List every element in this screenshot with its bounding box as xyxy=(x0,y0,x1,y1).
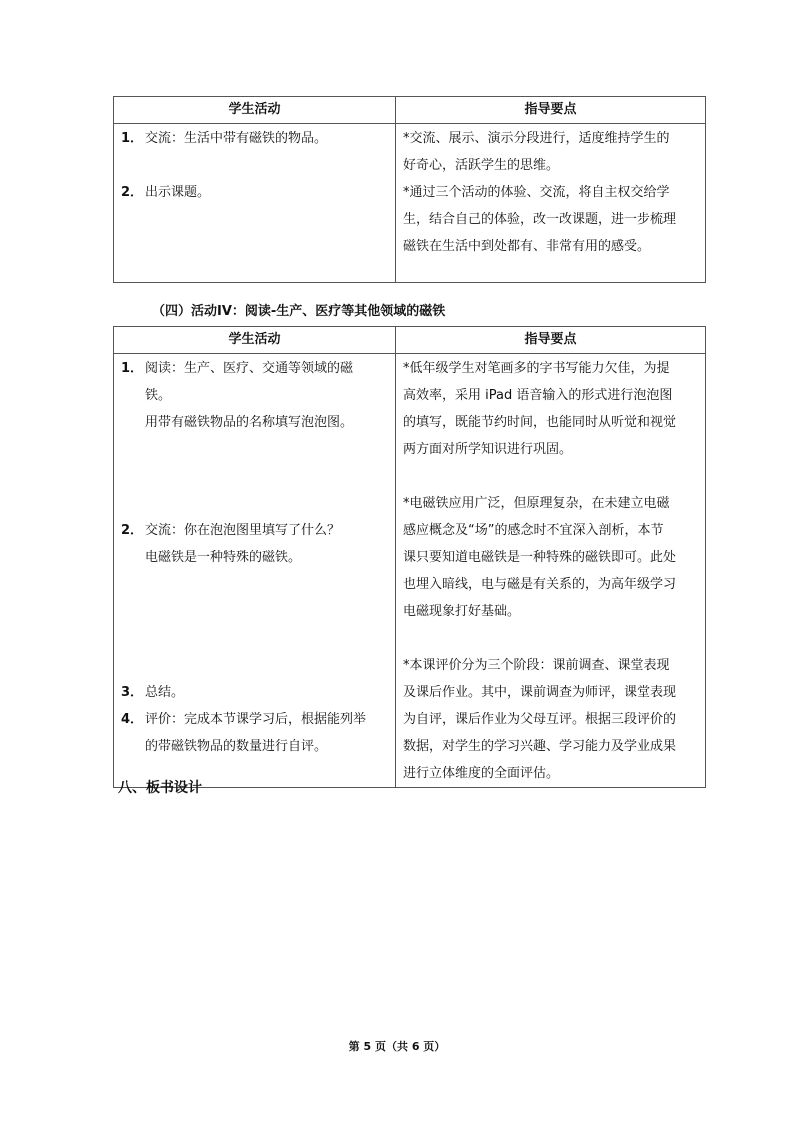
guidance-line: 也埋入暗线，电与磁是有关系的，为高年级学习 xyxy=(403,577,677,592)
section-heading-board-design: 八、板书设计 xyxy=(118,780,202,796)
guidance-line: *通过三个活动的体验、交流，将自主权交给学 xyxy=(403,185,670,200)
guidance-line: 的填写，既能节约时间，也能同时从听觉和视觉 xyxy=(403,415,677,430)
table-row xyxy=(114,354,706,788)
guidance-line: *电磁铁应用广泛，但原理复杂，在未建立电磁 xyxy=(403,496,670,511)
guidance-cell xyxy=(396,354,706,788)
guidance-line: 为自评，课后作业为父母互评。根据三段评价的 xyxy=(403,712,677,727)
list-item: 2． 出示课题。 xyxy=(121,185,211,200)
header-student-activity: 学生活动 xyxy=(114,97,396,124)
list-item: 1． 交流：生活中带有磁铁的物品。 xyxy=(121,131,328,146)
student-activity-cell: 1． 阅读：生产、医疗、交通等领域的磁 铁。 用带有磁铁物品的名称填写泡泡图。 2． 交流：你在泡泡图里填写了什么？ 电磁铁是一种特殊的磁铁。 3． 总结。 4． 评价：完成本节课学习后，根据能列举 的带磁铁物品的数量进行自评。 xyxy=(114,354,396,788)
guidance-line: 课只要知道电磁铁是一种特殊的磁铁即可。此处 xyxy=(403,550,677,565)
guidance-line: 进行立体维度的全面评估。 xyxy=(403,766,560,781)
list-item: 2． 交流：你在泡泡图里填写了什么？ xyxy=(121,523,341,538)
guidance-line: 磁铁在生活中到处都有、非常有用的感受。 xyxy=(403,239,651,254)
list-item: 3． 总结。 xyxy=(121,685,185,700)
guidance-line: *低年级学生对笔画多的字书写能力欠佳，为提 xyxy=(403,361,670,376)
guidance-line: 电磁现象打好基础。 xyxy=(403,604,521,619)
guidance-line: *本课评价分为三个阶段：课前调查、课堂表现 xyxy=(403,658,670,673)
activity-table-2 xyxy=(113,326,706,788)
guidance-line: 感应概念及“场”的感念时不宜深入剖析，本节 xyxy=(403,523,664,538)
student-activity-cell xyxy=(114,124,396,283)
header-guidance-points: 指导要点 xyxy=(396,327,706,354)
list-item: 1． 阅读：生产、医疗、交通等领域的磁 xyxy=(121,361,354,376)
guidance-line: 好奇心，活跃学生的思维。 xyxy=(403,158,560,173)
table-row xyxy=(114,124,706,283)
guidance-line: 高效率，采用 iPad 语音输入的形式进行泡泡图 xyxy=(403,388,673,403)
page-footer: 第 5 页（共 6 页） xyxy=(348,1040,446,1053)
guidance-line: 两方面对所学知识进行巩固。 xyxy=(403,442,573,457)
guidance-line: 数据，对学生的学习兴趣、学习能力及学业成果 xyxy=(403,739,677,754)
header-guidance-points: 指导要点 xyxy=(396,97,706,124)
activity-table-1 xyxy=(113,96,706,283)
list-item: 4． 评价：完成本节课学习后，根据能列举 xyxy=(121,712,367,727)
guidance-line: 生，结合自己的体验，改一改课题，进一步梳理 xyxy=(403,212,677,227)
header-student-activity: 学生活动 xyxy=(114,327,396,354)
table-header-row xyxy=(114,97,706,124)
guidance-line: 及课后作业。其中，课前调查为师评，课堂表现 xyxy=(403,685,677,700)
table-header-row xyxy=(114,327,706,354)
guidance-cell xyxy=(396,124,706,283)
section-title: （四）活动IV：阅读-生产、医疗等其他领域的磁铁 xyxy=(152,304,446,319)
guidance-line: *交流、展示、演示分段进行，适度维持学生的 xyxy=(403,131,670,146)
